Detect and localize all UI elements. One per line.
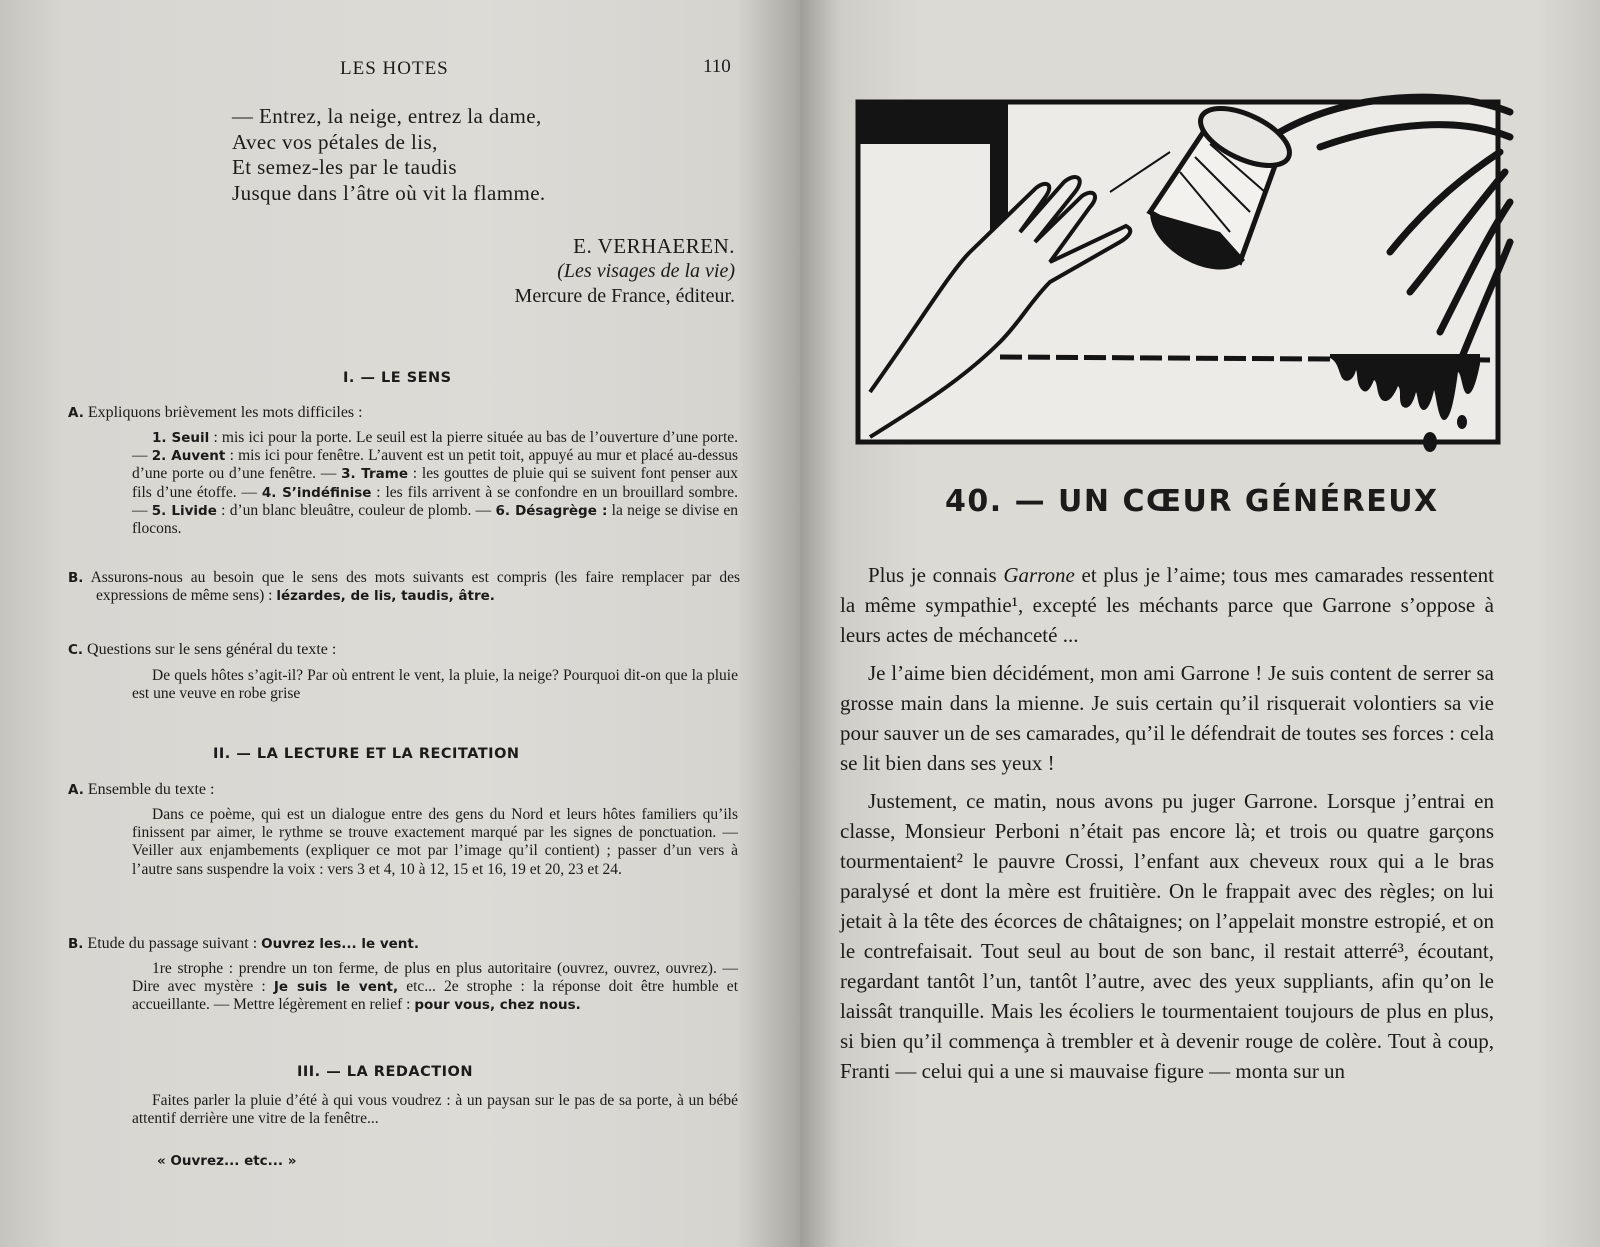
attribution — [515, 234, 735, 309]
exercise-text: Expliquons brièvement les mots difficiles : — [87, 404, 363, 421]
exercise-text: Etude du passage suivant : — [87, 935, 262, 952]
running-header: LES HOTES — [340, 58, 449, 79]
detail-keywords: pour vous, chez nous. — [414, 997, 581, 1014]
paragraph-text: Plus je connais — [868, 563, 1004, 587]
story-paragraph: Je l’aime bien décidément, mon ami Garrone ! Je suis content de serrer sa grosse main dans la mienne. Je suis certain qu’il risquerait volontiers sa vie pour sauver un de ses camarades, qu’il le défendrait de toutes ses forces : cela se lit bien dans ses yeux ! — [840, 661, 1494, 775]
poem-line: Et semez-les par le taudis — [232, 155, 457, 179]
character-name: Garrone — [1003, 563, 1075, 587]
poem-line: — Entrez, la neige, entrez la dame, — [232, 104, 542, 128]
vocab-definition: : mis ici pour fenêtre. L’auvent est un petit toit, appuyé au mur et placé au-dessus d’une porte ou d’une fenêtre. — — [132, 447, 739, 483]
poem-line: Avec vos pétales de lis, — [232, 129, 438, 154]
exercise-a-detail: Dans ce poème, qui est un dialogue entre des gens du Nord et leurs hôtes familiers qu’ils finissent par aimer, le rythme se trouve exactement marqué par les signes de ponctuation. — Veiller aux enjambements (expliquer ce mot par l’image qu’il contient) ; passer d’un vers à l’autre sans suspendre la voix : vers 3 et 4, 10 à 12, 15 et 16, 19 et 20, 23 et 24. — [132, 806, 738, 878]
exercise-text: Assurons-nous au besoin que le sens des mots suivants est compris (les faire remplacer par des expressions de même sens) : — [90, 569, 740, 605]
vocab-definition: la neige se divise en flocons. — [132, 501, 739, 538]
exercise-a — [68, 781, 738, 799]
story-paragraph — [840, 560, 1494, 650]
section-heading-redaction: III. — LA REDACTION — [297, 1064, 474, 1080]
exercise-text: Ensemble du texte : — [87, 781, 215, 798]
exercise-label: A. — [68, 405, 84, 421]
exercise-b — [68, 569, 740, 605]
vocab-term: 3. Trame — [341, 466, 408, 483]
vocab-definition: : mis ici pour la porte. Le seuil est la pierre située au bas de l’ouverture d’une porte. — — [132, 429, 738, 465]
redaction-quote: « Ouvrez... etc... » — [157, 1153, 297, 1169]
vocab-term: 5. Livide — [151, 502, 217, 519]
vocab-definition: : les fils arrivent à se confondre en un brouillard sombre. — — [132, 483, 738, 519]
exercise-label: B. — [68, 570, 84, 586]
detail-keywords: Je suis le vent, — [273, 979, 399, 996]
illustration-signature: RB — [866, 107, 883, 121]
vocab-term: 4. S’indéfinise — [261, 484, 372, 501]
hand-and-cup-illustration — [850, 92, 1530, 472]
section-heading-sens: I. — LE SENS — [343, 370, 452, 386]
vocab-definition: : les gouttes de pluie qui se suivent font penser aux fils d’une étoffe. — — [132, 465, 738, 501]
author-name: E. VERHAEREN. — [573, 234, 735, 258]
exercise-keywords: lézardes, de lis, taudis, âtre. — [276, 588, 495, 605]
vocab-term: 6. Désagrège : — [495, 502, 608, 519]
story-text — [840, 560, 1494, 1094]
exercise-c-detail: De quels hôtes s’agit-il? Par où entrent le vent, la pluie, la neige? Pourquoi dit-on que la pluie est une veuve en robe grise — [132, 667, 738, 703]
paragraph-text: et plus je l’aime; tous mes camarades ressentent la même sympathie¹, excepté les méchants parce que Garrone s’oppose à leurs actes de méchanceté ... — [840, 563, 1494, 647]
right-page — [800, 0, 1600, 1247]
vocab-term: 2. Auvent — [151, 448, 226, 465]
redaction-text: Faites parler la pluie d’été à qui vous voudrez : à un paysan sur le pas de sa porte, à un bébé attentif derrière une vitre de la fenêtre... — [132, 1092, 738, 1128]
work-title: (Les visages de la vie) — [557, 260, 735, 282]
exercise-keywords: Ouvrez les... le vent. — [261, 936, 419, 952]
exercise-a — [68, 404, 738, 422]
exercise-text: Questions sur le sens général du texte : — [87, 641, 337, 658]
exercise-label: A. — [68, 782, 84, 798]
exercise-b-detail — [132, 960, 738, 1015]
exercise-c — [68, 641, 738, 659]
poem-stanza — [232, 104, 546, 206]
vocab-definition: : d’un blanc bleuâtre, couleur de plomb. — — [216, 501, 496, 519]
exercise-label: B. — [68, 936, 84, 952]
exercise-label: C. — [68, 642, 84, 658]
detail-text: 1re strophe : prendre un ton ferme, de plus en plus autoritaire (ouvrez, ouvrez, ouvrez). — Dire avec mystère : — [132, 960, 738, 996]
page-number: 110 — [703, 56, 731, 77]
chapter-title: 40. — UN CŒUR GÉNÉREUX — [945, 484, 1439, 519]
story-paragraph: Justement, ce matin, nous avons pu juger Garrone. Lorsque j’entrai en classe, Monsieur Perboni n’était pas encore là; et trois ou quatre garçons tourmentaient² le pauvre Crossi, l’enfant aux cheveux roux qui a le bras paralysé et dont la mère est fruitière. On le frappait avec des règles; on lui jetait à la tête des écorces de châtaignes; on l’appelait monstre estropié, et on le contrefaisait. Tout seul au bout de son banc, il restait atterré³, écoutant, regardant tantôt l’un, tantôt l’autre, avec des yeux suppliants, afin qu’on le laissât tranquille. Mais les écoliers le tourmentaient toujours de plus en plus, si bien qu’il commença à trembler et à devenir rouge de colère. Tout à coup, Franti — celui qui a une si mauvaise figure — monta sur un — [840, 789, 1494, 1083]
vocab-term: 1. Seuil — [152, 430, 210, 446]
poem-line: Jusque dans l’âtre où vit la flamme. — [232, 180, 546, 205]
exercise-b — [68, 935, 738, 953]
publisher: Mercure de France, éditeur. — [514, 285, 735, 307]
detail-text: etc... 2e strophe : la réponse doit être humble et accueillante. — Mettre légèrement en relief : — [132, 978, 738, 1014]
section-heading-lecture: II. — LA LECTURE ET LA RECITATION — [213, 746, 520, 762]
vocabulary-list — [132, 429, 738, 538]
